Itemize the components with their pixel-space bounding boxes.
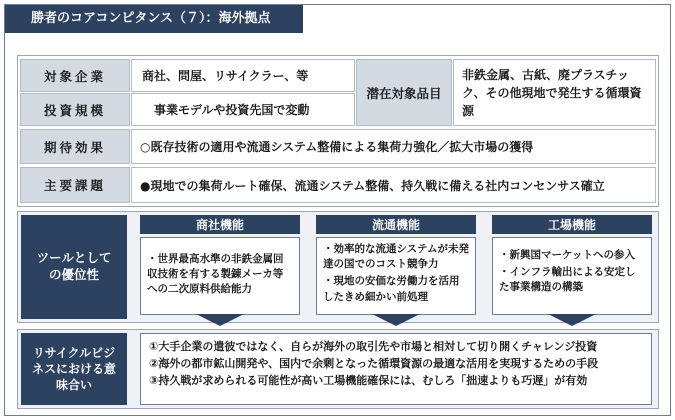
tools-label: ツールとしての優位性 xyxy=(21,215,127,319)
investment-scale-value: 事業モデルや投資先国で変動 xyxy=(131,93,355,126)
meaning-label: リサイクルビジネスにおける意味合い xyxy=(21,333,127,405)
meaning-item-3: ③持久戦が求められる可能性が高い工場機能確保には、むしろ「拙速よりも巧遅」が有効 xyxy=(149,374,588,388)
target-companies-label: 対象企業 xyxy=(20,59,130,92)
slide-title: 勝者のコアコンピタンス（７）：海外拠点 xyxy=(5,5,303,33)
column-head-distribution: 流通機能 xyxy=(316,215,476,234)
trading-item-1: ・世界最高水準の非鉄金属回収技術を有する製錬メーカ等への二次原料供給能力 xyxy=(147,253,284,296)
slide-frame xyxy=(4,4,671,416)
meaning-item-1: ①大手企業の遣彼ではなく、自らが海外の取引先や市場と相対して切り開くチャレンジ投資 xyxy=(149,340,598,353)
distribution-item-2: ・現地の安価な労働力を活用したきめ細かい前処理 xyxy=(323,275,460,303)
main-issues-label: 主要課題 xyxy=(20,167,130,203)
main-issues-value: ●現地での集荷ルート確保、流通システム整備、持久戦に備える社内コンセンサス確立 xyxy=(131,167,656,203)
meaning-list xyxy=(140,333,652,405)
factory-item-2: ・インフラ輸出による安定した事業構造の構築 xyxy=(499,266,636,294)
expected-effect-label: 期待効果 xyxy=(20,129,130,164)
expected-effect-value: ○既存技術の適用や流通システム整備による集荷力強化／拡大市場の獲得 xyxy=(131,129,656,164)
arrow-down-icon xyxy=(372,314,420,326)
column-body-distribution xyxy=(316,237,476,315)
column-head-factory: 工場機能 xyxy=(492,215,652,234)
distribution-item-1: ・効率的な流通システムが未発達の国でのコスト競争力 xyxy=(323,243,469,271)
meaning-item-2: ②海外の都市鉱山開発や、国内で余剰となった循環資源の最適な活用を実現するための手段 xyxy=(149,357,599,371)
investment-scale-label: 投資規模 xyxy=(20,93,130,126)
potential-items-value: 非鉄金属、古紙、廃プラスチック、その他現地で発生する循環資源 xyxy=(453,59,656,126)
arrow-down-icon xyxy=(196,314,244,326)
column-body-factory xyxy=(492,237,652,315)
potential-items-label: 潜在対象品目 xyxy=(356,59,452,126)
column-body-trading xyxy=(140,237,300,315)
target-companies-value: 商社、問屋、リサイクラー、等 xyxy=(131,59,355,92)
factory-item-1: ・新興国マーケットへの参入 xyxy=(499,249,635,261)
column-head-trading: 商社機能 xyxy=(140,215,300,234)
arrow-down-icon xyxy=(548,314,596,326)
